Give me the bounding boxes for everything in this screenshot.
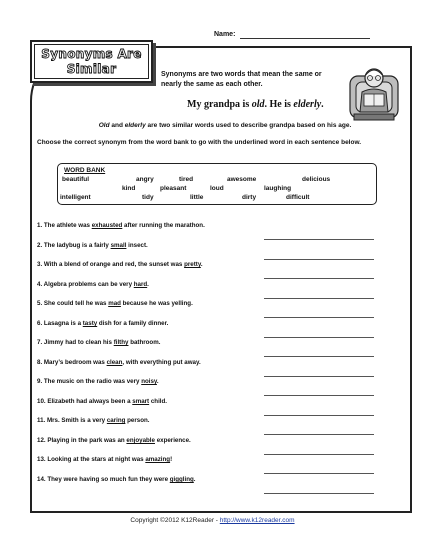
underlined-word: tasty bbox=[82, 320, 98, 327]
title-line-2: Similar bbox=[66, 61, 117, 76]
word-bank-word: loud bbox=[210, 185, 224, 192]
question-text: 3. With a blend of orange and red, the sunset was pretty. bbox=[37, 261, 203, 268]
underlined-word: giggling bbox=[169, 476, 194, 483]
explanation-text: Old and elderly are two similar words used to describe grandpa based on his age. bbox=[98, 122, 352, 129]
word-bank bbox=[57, 163, 377, 205]
footer-link[interactable]: http://www.k12reader.com bbox=[219, 517, 295, 524]
answer-line[interactable] bbox=[264, 356, 374, 357]
word-bank-word: awesome bbox=[227, 176, 257, 183]
underlined-word: mad bbox=[108, 300, 121, 307]
answer-line[interactable] bbox=[264, 337, 374, 338]
question-text: 5. She could tell he was mad because he was yelling. bbox=[37, 300, 193, 307]
answer-line[interactable] bbox=[264, 473, 374, 474]
underlined-word: small bbox=[110, 242, 127, 249]
title-line-1: Synonyms Are bbox=[41, 46, 142, 61]
answer-line[interactable] bbox=[264, 376, 374, 377]
question-text: 12. Playing in the park was an enjoyable experience. bbox=[37, 437, 191, 444]
question-text: 14. They were having so much fun they were giggling. bbox=[37, 476, 196, 483]
answer-line[interactable] bbox=[264, 454, 374, 455]
name-label: Name: bbox=[214, 31, 236, 38]
question-text: 10. Elizabeth had always been a smart child. bbox=[37, 398, 168, 405]
question-text: 2. The ladybug is a fairly small insect. bbox=[37, 242, 148, 249]
footer: Copyright ©2012 K12Reader - http://www.k12reader.com bbox=[130, 517, 295, 524]
question-text: 8. Mary’s bedroom was clean, with everything put away. bbox=[37, 359, 201, 366]
title-box bbox=[30, 40, 153, 83]
underlined-word: amazing bbox=[145, 456, 171, 463]
word-bank-word: beautiful bbox=[62, 176, 90, 183]
question-text: 6. Lasagna is a tasty dish for a family dinner. bbox=[37, 320, 169, 327]
word-bank-word: kind bbox=[122, 185, 136, 192]
underlined-word: filthy bbox=[113, 339, 129, 346]
underlined-word: hard bbox=[133, 281, 148, 288]
answer-line[interactable] bbox=[264, 395, 374, 396]
answer-line[interactable] bbox=[264, 298, 374, 299]
question-text: 13. Looking at the stars at night was amazing! bbox=[37, 456, 173, 463]
word-bank-word: angry bbox=[136, 176, 154, 183]
word-bank-title: WORD BANK bbox=[64, 167, 106, 174]
underlined-word: pretty bbox=[184, 261, 201, 268]
underlined-word: noisy bbox=[141, 378, 157, 385]
word-bank-word: tired bbox=[179, 176, 194, 183]
word-bank-word: delicious bbox=[302, 176, 331, 183]
answer-line[interactable] bbox=[264, 259, 374, 260]
word-bank-word: little bbox=[190, 194, 204, 201]
question-text: 1. The athlete was exhausted after running the marathon. bbox=[37, 222, 205, 229]
answer-line[interactable] bbox=[264, 434, 374, 435]
name-field[interactable] bbox=[240, 38, 370, 39]
underlined-word: smart bbox=[132, 398, 150, 405]
word-bank-word: difficult bbox=[286, 194, 310, 201]
question-text: 7. Jimmy had to clean his filthy bathroom. bbox=[37, 339, 161, 346]
underlined-word: exhausted bbox=[91, 222, 123, 229]
underlined-word: caring bbox=[106, 417, 126, 424]
word-bank-word: pleasant bbox=[160, 185, 187, 192]
answer-line[interactable] bbox=[264, 493, 374, 494]
word-bank-word: intelligent bbox=[60, 194, 91, 201]
directions-text: Choose the correct synonym from the word bank to go with the underlined word in each sentence below. bbox=[37, 139, 362, 146]
word-bank-word: tidy bbox=[142, 194, 154, 201]
underlined-word: enjoyable bbox=[126, 437, 155, 444]
answer-line[interactable] bbox=[264, 239, 374, 240]
intro-text: Synonyms are two words that mean the same or nearly the same as each other. bbox=[161, 71, 322, 88]
word-bank-word: dirty bbox=[242, 194, 257, 201]
answer-line[interactable] bbox=[264, 317, 374, 318]
example-sentence: My grandpa is old. He is elderly. bbox=[187, 99, 324, 110]
answer-line[interactable] bbox=[264, 278, 374, 279]
word-bank-word: laughing bbox=[264, 185, 292, 192]
answer-line[interactable] bbox=[264, 415, 374, 416]
question-text: 9. The music on the radio was very noisy. bbox=[37, 378, 159, 385]
underlined-word: clean bbox=[106, 359, 123, 366]
grandpa-illustration bbox=[346, 62, 402, 124]
question-text: 11. Mrs. Smith is a very caring person. bbox=[37, 417, 150, 424]
question-text: 4. Algebra problems can be very hard. bbox=[37, 281, 149, 288]
